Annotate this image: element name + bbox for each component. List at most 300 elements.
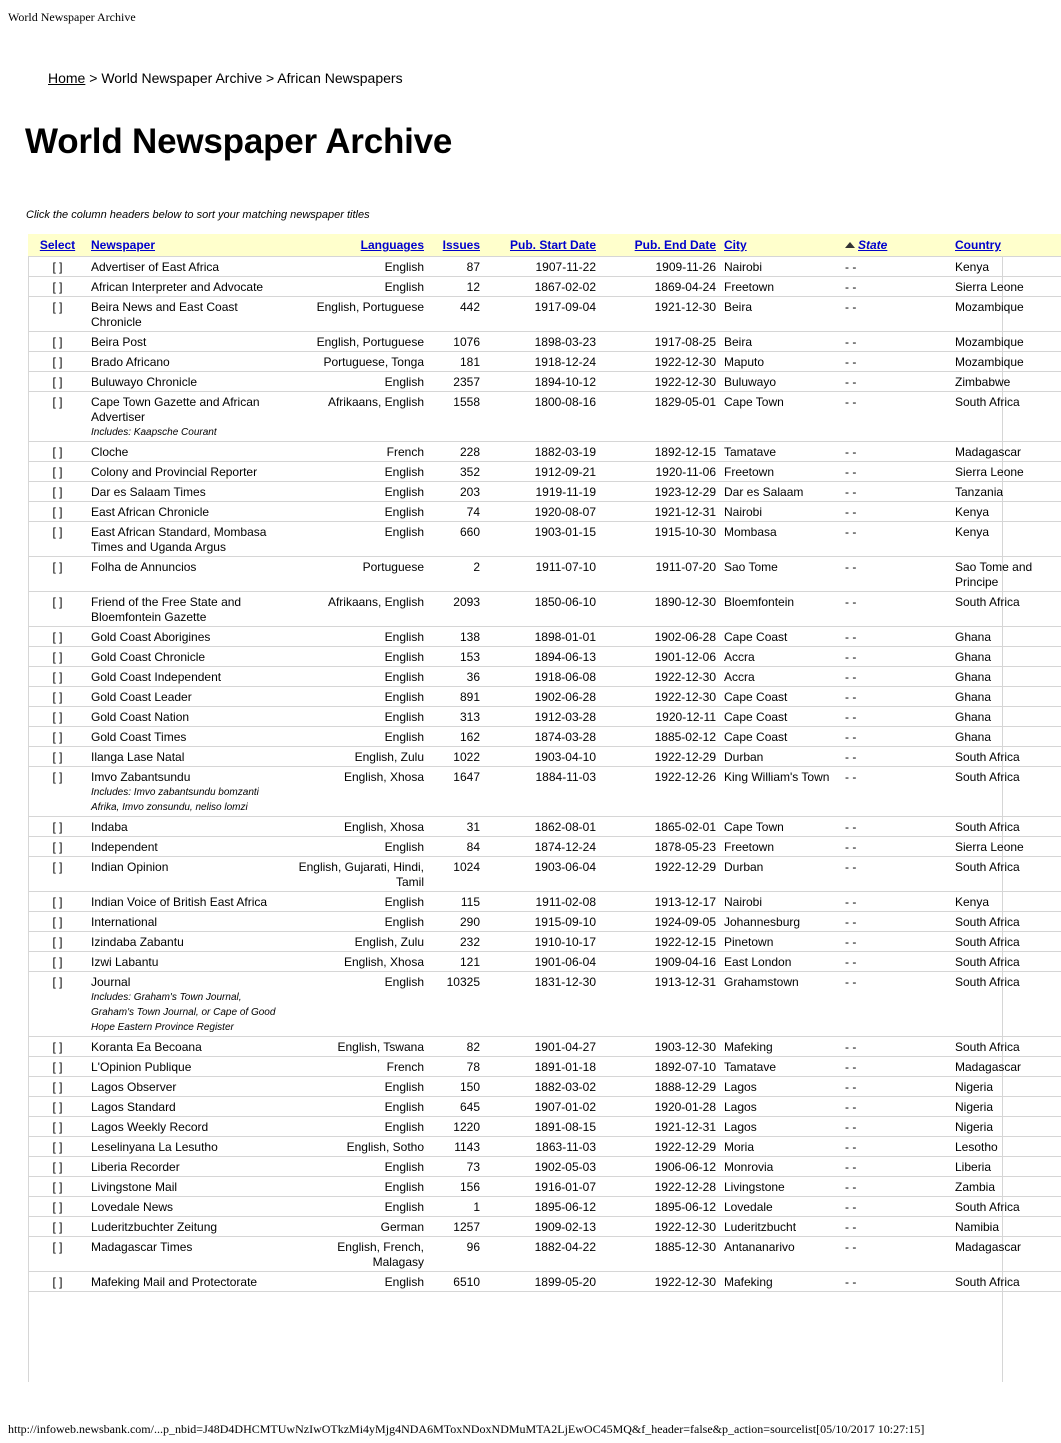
start-date-cell xyxy=(484,297,600,332)
start-date-cell xyxy=(484,1217,600,1237)
end-date-cell xyxy=(600,857,720,892)
select-toggle[interactable] xyxy=(28,502,87,522)
country-cell xyxy=(951,707,1061,727)
languages-cell xyxy=(290,972,428,1037)
select-toggle[interactable] xyxy=(28,332,87,352)
select-toggle[interactable] xyxy=(28,297,87,332)
state-cell-text: - - xyxy=(845,975,857,989)
languages-cell-text: English xyxy=(384,710,424,724)
select-toggle[interactable] xyxy=(28,667,87,687)
end-date-cell xyxy=(600,727,720,747)
select-toggle[interactable] xyxy=(28,277,87,297)
country-cell xyxy=(951,1157,1061,1177)
col-header-city xyxy=(720,234,841,257)
select-toggle[interactable] xyxy=(28,932,87,952)
start-date-cell xyxy=(484,522,600,557)
city-cell xyxy=(720,747,841,767)
newspaper-title-text: Indian Opinion xyxy=(91,860,169,874)
issues-cell-text: 290 xyxy=(459,915,480,929)
newspaper-title-text: Livingstone Mail xyxy=(91,1180,178,1194)
start-date-cell-text: 1911-02-08 xyxy=(535,895,596,909)
issues-cell-text: 115 xyxy=(460,895,480,909)
table-row xyxy=(28,687,1061,707)
select-toggle[interactable] xyxy=(28,767,87,817)
table-row xyxy=(28,462,1061,482)
city-cell-text: Pinetown xyxy=(724,935,774,949)
select-toggle[interactable] xyxy=(28,1057,87,1077)
issues-cell xyxy=(428,557,484,592)
city-cell-text: Freetown xyxy=(724,840,775,854)
newspaper-title xyxy=(87,972,290,1037)
issues-cell xyxy=(428,392,484,442)
end-date-cell xyxy=(600,747,720,767)
select-toggle-text[interactable]: [ ] xyxy=(52,650,63,664)
select-toggle[interactable] xyxy=(28,352,87,372)
city-cell xyxy=(720,1272,841,1292)
select-toggle-text[interactable]: [ ] xyxy=(52,840,63,854)
state-cell-text: - - xyxy=(845,1140,857,1154)
issues-cell-text: 96 xyxy=(466,1240,480,1254)
select-toggle-text[interactable]: [ ] xyxy=(52,300,63,314)
issues-cell xyxy=(428,442,484,462)
select-toggle[interactable] xyxy=(28,1097,87,1117)
languages-cell xyxy=(290,817,428,837)
country-cell-text: South Africa xyxy=(955,860,1020,874)
select-toggle-text[interactable]: [ ] xyxy=(52,465,63,479)
issues-cell xyxy=(428,352,484,372)
issues-cell xyxy=(428,1117,484,1137)
select-toggle-text[interactable]: [ ] xyxy=(52,1100,63,1114)
city-cell-text: Grahamstown xyxy=(724,975,799,989)
languages-cell-text: English xyxy=(384,1200,424,1214)
newspaper-title-text: Lagos Standard xyxy=(91,1100,176,1114)
city-cell xyxy=(720,277,841,297)
issues-cell-text: 228 xyxy=(459,445,480,459)
state-cell xyxy=(841,352,951,372)
col-header-country xyxy=(951,234,1061,257)
issues-cell-text: 645 xyxy=(459,1100,480,1114)
end-date-cell xyxy=(600,667,720,687)
sort-newspaper-link[interactable]: Newspaper xyxy=(91,238,156,252)
select-toggle-text[interactable]: [ ] xyxy=(52,630,63,644)
country-cell xyxy=(951,892,1061,912)
city-cell xyxy=(720,932,841,952)
sort-end-date-link[interactable]: Pub. End Date xyxy=(634,238,716,252)
country-cell xyxy=(951,392,1061,442)
city-cell xyxy=(720,592,841,627)
issues-cell xyxy=(428,462,484,482)
table-row xyxy=(28,767,1061,817)
languages-cell-text: English xyxy=(384,505,424,519)
state-cell-text: - - xyxy=(845,670,857,684)
state-cell-text: - - xyxy=(845,395,857,409)
languages-cell xyxy=(290,1097,428,1117)
city-cell-text: Lagos xyxy=(724,1100,757,1114)
breadcrumb-home-link[interactable]: Home xyxy=(48,70,86,86)
newspaper-title-text: Gold Coast Independent xyxy=(91,670,222,684)
country-cell xyxy=(951,442,1061,462)
select-toggle-text[interactable]: [ ] xyxy=(52,730,63,744)
select-toggle-text[interactable]: [ ] xyxy=(52,1180,63,1194)
country-cell-text: Madagascar xyxy=(955,1240,1022,1254)
languages-cell-text: English, French, Malagasy xyxy=(337,1240,424,1269)
start-date-cell xyxy=(484,352,600,372)
end-date-cell xyxy=(600,1157,720,1177)
issues-cell xyxy=(428,1177,484,1197)
select-toggle[interactable] xyxy=(28,1217,87,1237)
includes-note: Includes: Graham's Town Journal, Graham's Town Journal, or Cape of Good Hope Eastern Province Register xyxy=(91,992,276,1033)
sort-state-link[interactable]: State xyxy=(858,238,888,252)
languages-cell xyxy=(290,952,428,972)
issues-cell xyxy=(428,707,484,727)
select-toggle-text[interactable]: [ ] xyxy=(52,560,63,574)
languages-cell-text: English xyxy=(384,730,424,744)
languages-cell xyxy=(290,912,428,932)
end-date-cell xyxy=(600,627,720,647)
table-row xyxy=(28,1097,1061,1117)
country-cell-text: South Africa xyxy=(955,820,1020,834)
select-toggle[interactable] xyxy=(28,1237,87,1272)
select-toggle[interactable] xyxy=(28,857,87,892)
languages-cell xyxy=(290,372,428,392)
languages-cell-text: English xyxy=(384,975,424,989)
state-cell xyxy=(841,647,951,667)
state-cell-text: - - xyxy=(845,260,857,274)
end-date-cell-text: 1921-12-31 xyxy=(654,505,716,519)
city-cell xyxy=(720,707,841,727)
languages-cell-text: English xyxy=(384,1180,424,1194)
end-date-cell-text: 1922-12-28 xyxy=(654,1180,716,1194)
newspaper-title-text: Colony and Provincial Reporter xyxy=(91,465,258,479)
select-toggle-text[interactable]: [ ] xyxy=(52,505,63,519)
select-toggle-text[interactable]: [ ] xyxy=(52,1140,63,1154)
select-toggle[interactable] xyxy=(28,1272,87,1292)
select-toggle-text[interactable]: [ ] xyxy=(52,485,63,499)
country-cell xyxy=(951,482,1061,502)
select-toggle[interactable] xyxy=(28,392,87,442)
country-cell-text: Sierra Leone xyxy=(955,280,1024,294)
col-header-issues xyxy=(428,234,484,257)
select-toggle[interactable] xyxy=(28,647,87,667)
select-toggle[interactable] xyxy=(28,1157,87,1177)
table-row xyxy=(28,482,1061,502)
state-cell-text: - - xyxy=(845,1240,857,1254)
languages-cell xyxy=(290,522,428,557)
issues-cell-text: 121 xyxy=(459,955,480,969)
newspaper-title xyxy=(87,1197,290,1217)
languages-cell xyxy=(290,687,428,707)
select-toggle-text[interactable]: [ ] xyxy=(52,1275,63,1289)
state-cell-text: - - xyxy=(845,955,857,969)
country-cell-text: Ghana xyxy=(955,650,992,664)
start-date-cell-text: 1882-03-02 xyxy=(534,1080,596,1094)
city-cell-text: Beira xyxy=(724,335,753,349)
languages-cell xyxy=(290,502,428,522)
select-toggle-text[interactable]: [ ] xyxy=(52,895,63,909)
table-row xyxy=(28,352,1061,372)
issues-cell-text: 138 xyxy=(459,630,480,644)
select-toggle[interactable] xyxy=(28,817,87,837)
select-toggle-text[interactable]: [ ] xyxy=(52,955,63,969)
select-toggle-text[interactable]: [ ] xyxy=(52,335,63,349)
select-toggle-text[interactable]: [ ] xyxy=(52,1080,63,1094)
select-toggle[interactable] xyxy=(28,837,87,857)
start-date-cell xyxy=(484,592,600,627)
start-date-cell xyxy=(484,747,600,767)
start-date-cell-text: 1912-09-21 xyxy=(534,465,596,479)
sort-start-date-link[interactable]: Pub. Start Date xyxy=(509,238,596,252)
newspaper-title xyxy=(87,817,290,837)
select-toggle[interactable] xyxy=(28,557,87,592)
state-cell-text: - - xyxy=(845,1080,857,1094)
select-toggle-text[interactable]: [ ] xyxy=(52,280,63,294)
newspaper-title-text: Gold Coast Chronicle xyxy=(91,650,206,664)
country-cell xyxy=(951,522,1061,557)
select-toggle[interactable] xyxy=(28,522,87,557)
select-toggle[interactable] xyxy=(28,747,87,767)
city-cell-text: Livingstone xyxy=(724,1180,785,1194)
city-cell-text: Mafeking xyxy=(724,1040,773,1054)
select-toggle[interactable] xyxy=(28,442,87,462)
newspaper-title xyxy=(87,297,290,332)
issues-cell xyxy=(428,297,484,332)
newspaper-title-text: Izwi Labantu xyxy=(91,955,159,969)
state-cell xyxy=(841,522,951,557)
newspaper-title-text: Advertiser of East Africa xyxy=(91,260,220,274)
state-cell xyxy=(841,767,951,817)
select-toggle-text[interactable]: [ ] xyxy=(52,355,63,369)
select-toggle-text[interactable]: [ ] xyxy=(52,690,63,704)
newspaper-title-text: Cape Town Gazette and African Advertiser xyxy=(91,395,260,424)
newspaper-title xyxy=(87,912,290,932)
issues-cell xyxy=(428,817,484,837)
city-cell xyxy=(720,1217,841,1237)
issues-cell-text: 162 xyxy=(459,730,480,744)
select-toggle[interactable] xyxy=(28,1197,87,1217)
select-toggle[interactable] xyxy=(28,972,87,1037)
table-row xyxy=(28,1037,1061,1057)
issues-cell xyxy=(428,277,484,297)
start-date-cell-text: 1898-03-23 xyxy=(534,335,596,349)
newspaper-title xyxy=(87,482,290,502)
state-cell xyxy=(841,482,951,502)
table-row xyxy=(28,502,1061,522)
start-date-cell xyxy=(484,1117,600,1137)
select-toggle[interactable] xyxy=(28,727,87,747)
start-date-cell xyxy=(484,912,600,932)
start-date-cell-text: 1862-08-01 xyxy=(534,820,596,834)
start-date-cell-text: 1891-08-15 xyxy=(534,1120,596,1134)
start-date-cell xyxy=(484,1057,600,1077)
select-toggle-text[interactable]: [ ] xyxy=(52,395,63,409)
sort-select-link[interactable]: Select xyxy=(39,238,76,252)
select-toggle-text[interactable]: [ ] xyxy=(52,820,63,834)
end-date-cell xyxy=(600,1217,720,1237)
select-toggle-text[interactable]: [ ] xyxy=(52,750,63,764)
languages-cell-text: English xyxy=(384,1160,424,1174)
table-row xyxy=(28,372,1061,392)
select-toggle-text[interactable]: [ ] xyxy=(52,1220,63,1234)
select-toggle-text[interactable]: [ ] xyxy=(52,595,63,609)
country-cell xyxy=(951,332,1061,352)
select-toggle[interactable] xyxy=(28,912,87,932)
issues-cell xyxy=(428,687,484,707)
country-cell xyxy=(951,1077,1061,1097)
country-cell-text: Ghana xyxy=(955,710,992,724)
issues-cell xyxy=(428,522,484,557)
state-cell-text: - - xyxy=(845,1100,857,1114)
col-header-start-date xyxy=(484,234,600,257)
start-date-cell xyxy=(484,892,600,912)
select-toggle-text[interactable]: [ ] xyxy=(52,1160,63,1174)
newspaper-title-text: East African Chronicle xyxy=(91,505,210,519)
select-toggle[interactable] xyxy=(28,462,87,482)
end-date-cell-text: 1922-12-30 xyxy=(654,355,716,369)
newspaper-title xyxy=(87,1157,290,1177)
end-date-cell xyxy=(600,392,720,442)
select-toggle-text[interactable]: [ ] xyxy=(52,710,63,724)
select-toggle-text[interactable]: [ ] xyxy=(52,670,63,684)
select-toggle-text[interactable]: [ ] xyxy=(52,860,63,874)
select-toggle[interactable] xyxy=(28,592,87,627)
table-row xyxy=(28,912,1061,932)
select-toggle[interactable] xyxy=(28,707,87,727)
issues-cell xyxy=(428,1272,484,1292)
languages-cell-text: English xyxy=(384,650,424,664)
select-toggle-text[interactable]: [ ] xyxy=(52,770,63,784)
newspaper-title xyxy=(87,1037,290,1057)
select-toggle-text[interactable]: [ ] xyxy=(52,1040,63,1054)
state-cell xyxy=(841,667,951,687)
select-toggle-text[interactable]: [ ] xyxy=(52,1120,63,1134)
start-date-cell-text: 1894-06-13 xyxy=(534,650,596,664)
languages-cell xyxy=(290,1237,428,1272)
start-date-cell-text: 1902-05-03 xyxy=(534,1160,596,1174)
select-toggle[interactable] xyxy=(28,952,87,972)
end-date-cell xyxy=(600,892,720,912)
languages-cell-text: English xyxy=(384,525,424,539)
end-date-cell xyxy=(600,1117,720,1137)
city-cell-text: Cape Coast xyxy=(724,730,788,744)
state-cell-text: - - xyxy=(845,300,857,314)
table-row xyxy=(28,1157,1061,1177)
languages-cell-text: French xyxy=(386,445,424,459)
newspaper-title xyxy=(87,1057,290,1077)
languages-cell xyxy=(290,1197,428,1217)
sort-languages-link[interactable]: Languages xyxy=(360,238,424,252)
issues-cell-text: 352 xyxy=(459,465,480,479)
select-toggle-text[interactable]: [ ] xyxy=(52,375,63,389)
newspaper-title-text: Imvo Zabantsundu xyxy=(91,770,191,784)
city-cell xyxy=(720,1117,841,1137)
end-date-cell xyxy=(600,372,720,392)
select-toggle-text[interactable]: [ ] xyxy=(52,915,63,929)
select-toggle[interactable] xyxy=(28,1137,87,1157)
country-cell-text: Mozambique xyxy=(955,335,1024,349)
newspaper-title-text: Gold Coast Nation xyxy=(91,710,190,724)
city-cell-text: Cape Town xyxy=(724,820,784,834)
state-cell xyxy=(841,1217,951,1237)
start-date-cell-text: 1903-04-10 xyxy=(534,750,596,764)
select-toggle-text[interactable]: [ ] xyxy=(52,1200,63,1214)
country-cell-text: South Africa xyxy=(955,1040,1020,1054)
newspaper-title xyxy=(87,352,290,372)
end-date-cell-text: 1901-12-06 xyxy=(654,650,716,664)
city-cell xyxy=(720,972,841,1037)
country-cell xyxy=(951,502,1061,522)
newspaper-title xyxy=(87,522,290,557)
country-cell xyxy=(951,687,1061,707)
end-date-cell-text: 1869-04-24 xyxy=(654,280,716,294)
select-toggle-text[interactable]: [ ] xyxy=(52,260,63,274)
state-cell xyxy=(841,1177,951,1197)
languages-cell-text: English xyxy=(384,260,424,274)
end-date-cell xyxy=(600,707,720,727)
end-date-cell-text: 1909-04-16 xyxy=(654,955,716,969)
issues-cell xyxy=(428,1217,484,1237)
table-row xyxy=(28,837,1061,857)
state-cell xyxy=(841,1237,951,1272)
city-cell-text: Accra xyxy=(724,670,755,684)
state-cell-text: - - xyxy=(845,505,857,519)
languages-cell-text: English xyxy=(384,840,424,854)
newspaper-title xyxy=(87,767,290,817)
select-toggle[interactable] xyxy=(28,1117,87,1137)
select-toggle[interactable] xyxy=(28,372,87,392)
table-row xyxy=(28,1217,1061,1237)
select-toggle-text[interactable]: [ ] xyxy=(52,935,63,949)
issues-cell xyxy=(428,1137,484,1157)
select-toggle[interactable] xyxy=(28,627,87,647)
select-toggle[interactable] xyxy=(28,1077,87,1097)
select-toggle-text[interactable]: [ ] xyxy=(52,445,63,459)
table-row xyxy=(28,277,1061,297)
sort-country-link[interactable]: Country xyxy=(955,238,1001,252)
start-date-cell-text: 1901-04-27 xyxy=(534,1040,596,1054)
languages-cell xyxy=(290,257,428,277)
select-toggle[interactable] xyxy=(28,482,87,502)
country-cell xyxy=(951,1237,1061,1272)
city-cell-text: Sao Tome xyxy=(724,560,778,574)
select-toggle-text[interactable]: [ ] xyxy=(52,1060,63,1074)
newspaper-title xyxy=(87,1077,290,1097)
start-date-cell-text: 1915-09-10 xyxy=(534,915,596,929)
city-cell-text: Nairobi xyxy=(724,260,763,274)
select-toggle-text[interactable]: [ ] xyxy=(52,1240,63,1254)
languages-cell xyxy=(290,297,428,332)
start-date-cell-text: 1895-06-12 xyxy=(534,1200,596,1214)
issues-cell xyxy=(428,767,484,817)
select-toggle[interactable] xyxy=(28,892,87,912)
newspaper-title xyxy=(87,372,290,392)
newspaper-title xyxy=(87,1177,290,1197)
sort-city-link[interactable]: City xyxy=(724,238,747,252)
newspaper-title xyxy=(87,627,290,647)
newspaper-title-text: Lagos Observer xyxy=(91,1080,177,1094)
end-date-cell xyxy=(600,522,720,557)
languages-cell-text: English, Portuguese xyxy=(316,335,424,349)
select-toggle-text[interactable]: [ ] xyxy=(52,525,63,539)
start-date-cell-text: 1884-11-03 xyxy=(535,770,596,784)
select-toggle[interactable] xyxy=(28,1177,87,1197)
select-toggle-text[interactable]: [ ] xyxy=(52,975,63,989)
select-toggle[interactable] xyxy=(28,687,87,707)
start-date-cell xyxy=(484,1137,600,1157)
select-toggle[interactable] xyxy=(28,1037,87,1057)
sort-issues-link[interactable]: Issues xyxy=(442,238,480,252)
select-toggle[interactable] xyxy=(28,257,87,277)
end-date-cell-text: 1890-12-30 xyxy=(654,595,716,609)
